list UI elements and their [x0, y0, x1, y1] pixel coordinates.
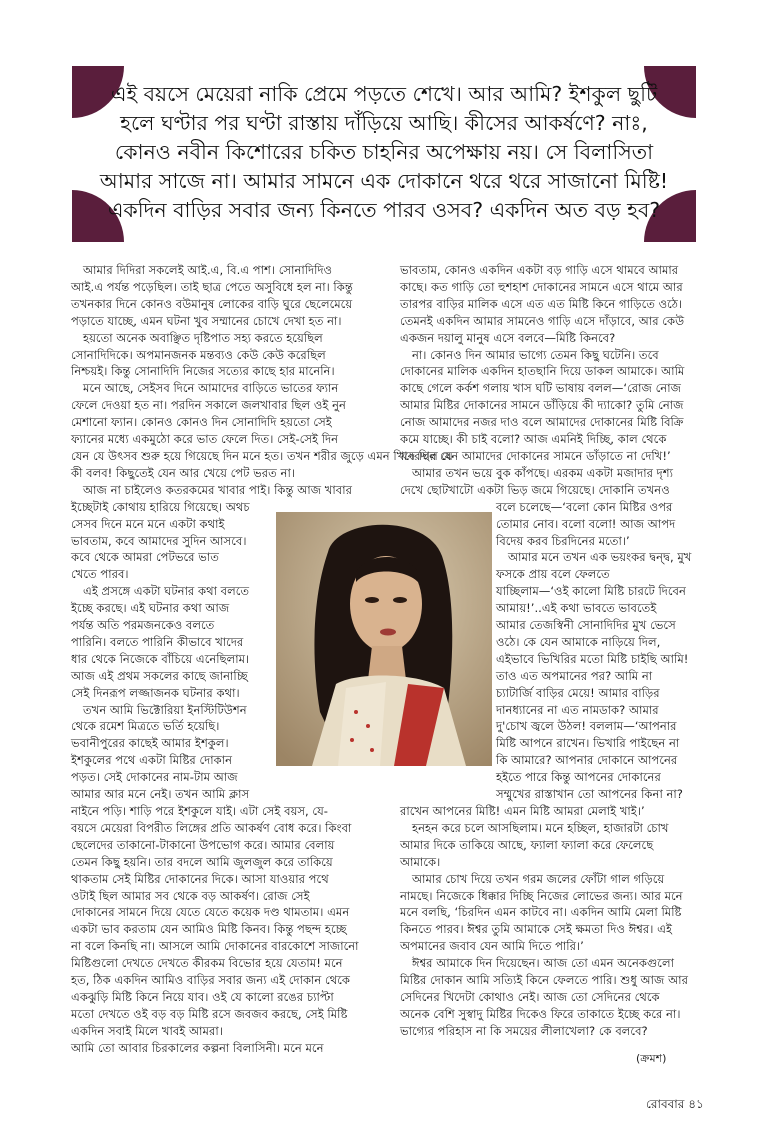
pull-quote-line: আমার সাজে না। আমার সামনে এক দোকানে থরে থরে সাজানো মিষ্টি! [99, 169, 669, 193]
body-text-line: দোকানের সামনে দিয়ে যেতে যেতে কয়েক দণ্ড থামতাম। এমন [71, 905, 350, 920]
body-text-line: অনেক বেশি সুস্বাদু মিষ্টির দিকেও ফিরে তাকাতে ইচ্ছে করে না। [400, 1006, 681, 1021]
body-text-line: বিদেয় করব চিরদিনের মতো।’ [496, 533, 630, 548]
body-text-line: আমার তেজস্বিনী সোনাদিদির মুখ ভেসে [496, 618, 676, 633]
pull-quote-line: হলে ঘণ্টার পর ঘণ্টা রাস্তায় দাঁড়িয়ে আছি। কীসের আকর্ষণে? নাঃ, [120, 111, 648, 135]
body-text-line: নাইনে পড়ি। শাড়ি পরে ইশকুলে যাই। এটা সেই বয়স, যে- [71, 804, 328, 818]
body-text-line: ভবানীপুরের কাছেই আমার ইশকুল। [71, 736, 229, 751]
body-text-line: কী বলব! কিছুতেই যেন আর খেয়ে পেট ভরত না। [71, 465, 295, 480]
body-text-line: মনে আছে, সেইসব দিনে আমাদের বাড়িতে ভাতের ফ্যান [83, 381, 339, 396]
body-text-line: তারপর বাড়ির মালিক এসে এত এত মিষ্টি কিনে গাড়িতে ওঠে। [400, 296, 683, 311]
body-text-line: আজ এই প্রথম সকলের কাছে জানাচ্ছি [71, 668, 248, 683]
body-text-line: আমার তখন ভয়ে বুক কাঁপছে। এরকম একটা মজাদার দৃশ্য [412, 465, 673, 480]
pull-quote-line: কোনও নবীন কিশোরের চকিত চাহনির অপেক্ষায় নয়। সে বিলাসিতা [114, 140, 654, 164]
body-text-line: বয়সে মেয়েরা বিপরীত লিঙ্গের প্রতি আকর্ষণ বোধ করে। কিংবা [71, 820, 352, 835]
pull-quote-text [86, 80, 682, 225]
body-text-line: হনহন করে চলে আসছিলাম। মনে হচ্ছিল, হাজারটা চোখ [412, 820, 669, 835]
body-text-line: অপমানের জবাব যেন আমি দিতে পারি।’ [400, 939, 584, 954]
body-text-line: আমি তো আবার চিরকালের কল্পনা বিলাসিনী। মনে মনে [71, 1040, 324, 1055]
body-text-line: কবে থেকে আমরা পেটভরে ভাত [71, 550, 219, 565]
body-text-line: ভাবতাম, কোনও একদিন একটা বড় গাড়ি এসে থামবে আমার [400, 263, 679, 277]
body-text-line: ভাগ্যের পরিহাস না কি সময়ের লীলাখেলা? কে বলবে? [400, 1023, 648, 1038]
body-text-line: খেতে পারব। [71, 567, 129, 582]
body-text-line: সেই দিনরূপ লজ্জাজনক ঘটনার কথা। [71, 685, 240, 700]
body-text-line: না। কোনও দিন আমার ভাগ্যে তেমন কিছু ঘটেনি। তবে [412, 347, 659, 362]
body-text-line: ঈশ্বর আমাকে দিন দিয়েছেন। আজ তো এমন অনেকগুলো [412, 956, 674, 971]
portrait-painting [276, 512, 492, 766]
body-text-line: দোকানের মালিক একদিন হাতছানি দিয়ে ডাকল আমাকে। আমি [400, 364, 685, 379]
body-text-line: আমার আর মনে নেই। তখন আমি ক্লাস [71, 787, 250, 802]
body-text-line: মিষ্টি আপনে রাখেন। ভিখারি পাইছেন না [496, 736, 680, 751]
body-text-line: ওঠে। কে যেন আমাকে নাড়িয়ে দিল, [496, 634, 661, 649]
body-text-line: আমার দিদিরা সকলেই আই.এ, বি.এ পাশ। সোনাদিদিও [83, 263, 333, 277]
body-text-line: সম্মুখের রাস্তাখান তো আপনের কিনা না? [496, 787, 683, 802]
body-text-line: আমার মিষ্টির দোকানের সামনে ডাঁড়িয়ে কী দ্যাকো? তুমি নোজ [400, 398, 684, 413]
body-text-line: তখন আমি ভিক্টোরিয়া ইনস্টিটিউশন [83, 702, 247, 717]
body-text-line: কিনতে পারব। ঈশ্বর তুমি আমাকে সেই ক্ষমতা দিও ঈশ্বর। এই [400, 922, 672, 937]
body-text-line: আমার দিকে তাকিয়ে আছে, ফ্যালা ফ্যালা করে ফেলেছে [400, 837, 654, 852]
continued-note: (ক্রমশ) [636, 1052, 667, 1065]
body-text-line: কাছে। কত গাড়ি তো হুশহাশ দোকানের সামনে এসে থামে আর [400, 279, 683, 294]
body-text-line: রাখেন আপনের মিষ্টি! এমন মিষ্টি আমরা মেলাই খাই।’ [400, 804, 645, 818]
body-text-line: একটা ভাব করতাম যেন আমিও মিষ্টি কিনব। কিন্তু পছন্দ হচ্ছে [71, 922, 347, 937]
body-text-line: কাছে গেলে কর্কশ গলায় খাস ঘটি ভাষায় বলল—‘রোজ নোজ [400, 381, 681, 396]
body-text-line: ফসকে প্রায় বলে ফেলতে [496, 567, 610, 582]
body-text-line: সেদিনের খিদেটা কোথাও নেই। আজ তো সেদিনের থেকে [400, 989, 660, 1004]
body-text-line: নামছে। নিজেকে ধিক্কার দিচ্ছি নিজের লোভের জন্য। আর মনে [400, 888, 683, 903]
body-text-line: আমার চোখ দিয়ে তখন গরম জলের ফোঁটা গাল গড়িয়ে [412, 871, 665, 886]
body-text-line: তাও এত অপমানের পর? আমি না [496, 668, 653, 683]
body-text-line: মেশানো ফ্যান। কোনও কোনও দিন সোনাদিদি হয়তো সেই [71, 415, 332, 430]
body-text-line: থেকে রমেশ মিত্রতে ভর্তি হয়েছি। [71, 719, 220, 734]
body-text-line: ছেলেদের তাকানো-টাকানো উপভোগ করে। আমার বেলায় [71, 837, 335, 852]
body-text-line: ওটাই ছিল আমার সব থেকে বড় আকর্ষণ। রোজ সেই [71, 888, 310, 903]
body-text-line: সোনাদিদিকে। অপমানজনক মন্তব্যও কেউ কেউ করেছিল [71, 347, 326, 362]
body-text-line: আমার মনে তখন এক ভয়ংকর দ্বন্দ্ব, মুখ [508, 550, 692, 565]
body-text-line: খবরদার যেন আমাদের দোকানের সামনে ডাঁড়াতে না দেখি!’ [400, 448, 671, 463]
body-text-line: তেমনই একদিন আমার সামনেও গাড়ি এসে দাঁড়াবে, আর কেউ [400, 313, 685, 328]
body-text-line: তেমন কিছু হয়নি। তার বদলে আমি জুলজুল করে তাকিয়ে [71, 854, 333, 869]
body-text-line: দানধ্যানের না এত নামডাক? আমার [496, 702, 659, 717]
body-text-line: দু'চোখ জ্বলে উঠল! বললাম—‘আপনার [496, 719, 677, 734]
body-text-line: কমে যাচ্ছে। কী চাই বলো? আজ এমনিই দিচ্ছি, কাল থেকে [400, 432, 667, 447]
body-text-line: হয়তো অনেক অবাঞ্ছিত দৃষ্টিপাত সহ্য করতে হয়েছিল [83, 330, 323, 345]
body-text-line: না বলে কিনছি না। আসলে আমি দোকানের বারকোশে সাজানো [71, 939, 359, 954]
body-text-line: আজ না চাইলেও কতরকমের খাবার পাই। কিন্তু আজ খাবার [83, 482, 352, 497]
body-text-line: তোমার নোব। বলো বলো! আজ আপদ [496, 516, 676, 531]
body-text-line: আই.এ পর্যন্ত পড়েছিল। তাই ছাত্র পেতে অসুবিধে হল না। কিন্তু [71, 279, 353, 294]
portrait-illustration [276, 512, 492, 766]
body-text-line: মতো দেখতে ওই বড় বড় মিষ্টি রসে জবজব করছে, সেই মিষ্টি [71, 1006, 348, 1021]
body-text-line: তখনকার দিনে কোনও বউমানুষ লোকের বাড়ি ঘুরে ছেলেমেয়ে [71, 296, 353, 311]
body-text-line: দেখে ছোটখাটো একটা ভিড় জমে গিয়েছে। দোকানি তখনও [400, 482, 670, 497]
pull-quote-line: এই বয়সে মেয়েরা নাকি প্রেমে পড়তে শেখে। আর আমি? ইশকুল ছুটি [110, 82, 658, 106]
body-text-line: যাচ্ছিলাম—‘ওই কালো মিষ্টি চারটে দিবেন [496, 584, 686, 599]
body-text-line: সেসব দিনে মনে মনে একটা কথাই [71, 516, 225, 531]
page-folio: রোববার ৪১ [646, 1097, 704, 1111]
body-text-line: পর্যন্ত অতি পরমজনকেও বলতে [71, 618, 215, 633]
body-text-line: একজন দয়ালু মানুষ এসে বলবে—মিষ্টি কিনবে? [400, 330, 616, 345]
body-text-line: ধার থেকে নিজেকে বাঁচিয়ে এনেছিলাম। [71, 651, 250, 666]
body-text-line: নোজ আমাদের নজর দাও বলে আমাদের দোকানের মিষ্টি বিক্রি [400, 415, 684, 430]
body-text-line: ভাবতাম, কবে আমাদের সুদিন আসবে। [71, 533, 247, 548]
body-text-line: ফ্যানের মধ্যে একমুঠো করে ভাত ফেলে দিত। সেই-সেই দিন [71, 432, 339, 447]
body-text-line: এই প্রসঙ্গে একটা ঘটনার কথা বলতে [83, 584, 250, 599]
body-text-line: পড়াতে যাচ্ছে, এমন ঘটনা খুব সম্মানের চোখে দেখা হত না। [71, 313, 342, 328]
body-text-line: মনে বলছি, ‘চিরদিন এমন কাটবে না। একদিন আমি মেলা মিষ্টি [400, 905, 682, 920]
body-text-line: হত, ঠিক একদিন আমিও বাড়ির সবার জন্য এই দোকান থেকে [71, 973, 351, 988]
body-text-line: এইভাবে ভিখিরির মতো মিষ্টি চাইছি আমি! [496, 651, 689, 666]
body-text-line: কি আমারে? আপনার দোকানে আপনের [496, 753, 678, 768]
body-text-line: ইচ্ছে করছে। এই ঘটনার কথা আজ [71, 601, 230, 616]
body-text-line: চ্যাটার্জি বাড়ির মেয়ে! আমার বাড়ির [496, 685, 660, 700]
body-text-line: মিষ্টিগুলো দেখতে দেখতে কীরকম বিভোর হয়ে যেতাম! মনে [71, 956, 343, 971]
pull-quote [72, 66, 696, 242]
body-text-line: বলে চলেছে—‘বলো কোন মিষ্টির ওপর [496, 499, 673, 514]
body-text-line: একদিন সবাই মিলে খাবই আমরা। [71, 1023, 223, 1038]
body-text-line: ইশকুলের পথে একটা মিষ্টির দোকান [71, 753, 233, 768]
body-text-line: নিশ্চয়ই। কিন্তু সোনাদিদি নিজের সত্যের কাছে হার মানেনি। [71, 364, 335, 379]
body-text-line: পড়ত। সেই দোকানের নাম-টাম আজ [71, 770, 238, 785]
body-text-line: হইতে পারে কিন্তু আপনের দোকানের [496, 770, 661, 785]
body-text-line: ফেলে দেওয়া হত না। পরদিন সকালে জলখাবার ছিল ওই নুন [71, 398, 346, 413]
body-text-line: একঝুড়ি মিষ্টি কিনে নিয়ে যাব। ওই যে কালো রঙের চ্যাপ্টা [71, 989, 334, 1004]
body-text-line: থাকতাম সেই মিষ্টির দোকানের দিকে। আসা যাওয়ার পথে [71, 871, 329, 886]
pull-quote-line: একদিন বাড়ির সবার জন্য কিনতে পারব ওসব? একদিন অত বড় হব? [107, 198, 661, 222]
body-text-line: আমায়!’..এই কথা ভাবতে ভাবতেই [496, 601, 657, 616]
body-text-line: ইচ্ছেটাই কোথায় হারিয়ে গিয়েছে। অথচ [71, 499, 250, 514]
body-text-line: আমাকে। [400, 854, 441, 869]
body-text-line: পারিনি। বলতে পারিনি কীভাবে খাদের [71, 634, 244, 649]
body-text-line: মিষ্টির দোকান আমি সত্যিই কিনে ফেলতে পারি। শুধু আজ আর [400, 973, 688, 988]
body-text-line: যেন যে উৎসব শুরু হয়ে গিয়েছে দিন মনে হত। তখন শরীর জুড়ে এমন খিদে ছিল যে [71, 448, 453, 463]
